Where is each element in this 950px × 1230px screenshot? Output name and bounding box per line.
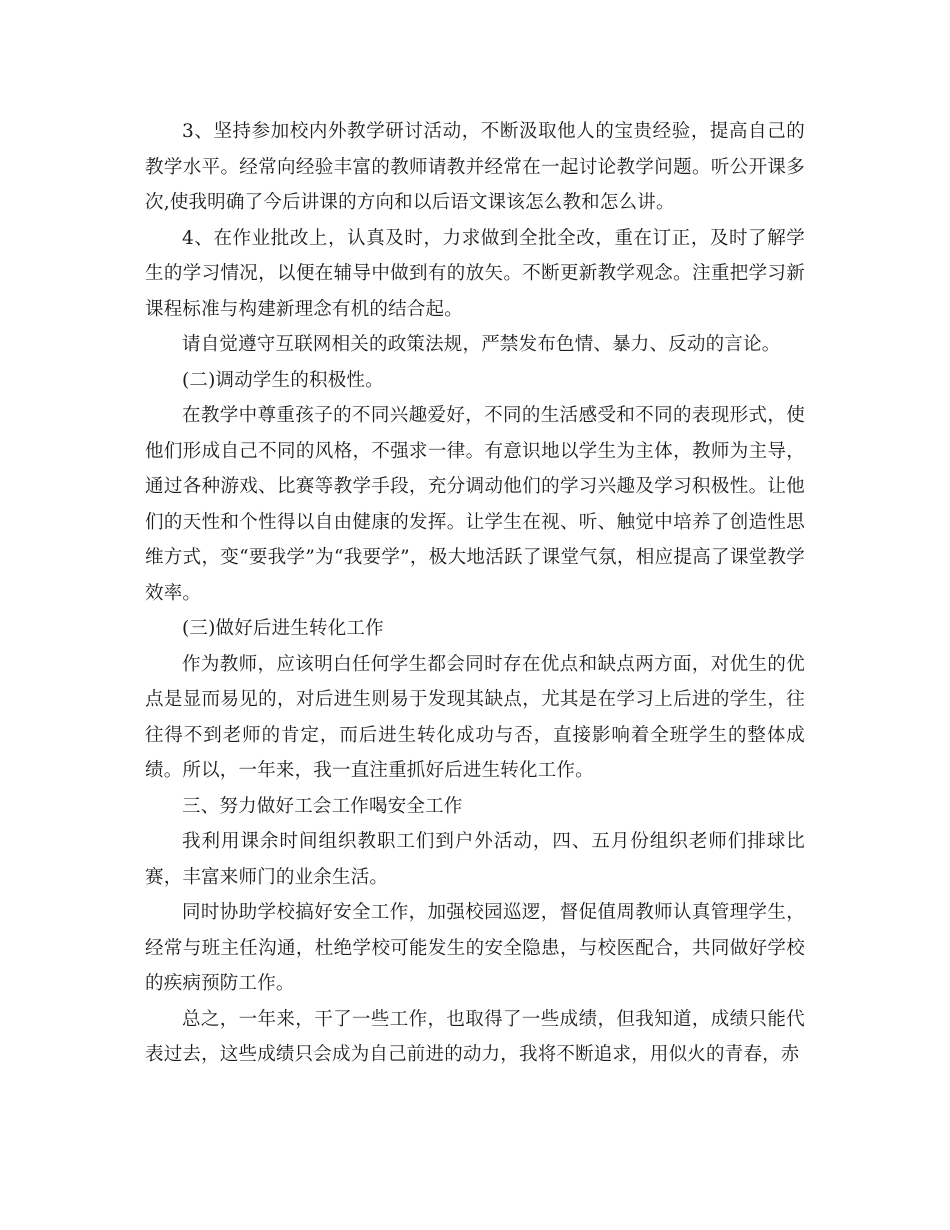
paragraph-teaching-research: 3、坚持参加校内外教学研讨活动，不断汲取他人的宝贵经验，提高自己的教学水平。经常向经验丰富的教师请教并经常在一起讨论教学问题。听公开课多次,使我明确了今后讲课的方向和以后语文课该怎么教和怎么讲。 bbox=[145, 121, 805, 213]
section-heading-motivate-students: (二)调动学生的积极性。 bbox=[182, 369, 384, 391]
paragraph-student-interests: 在教学中尊重孩子的不同兴趣爱好，不同的生活感受和不同的表现形式，使他们形成自己不同的风格，不强求一律。有意识地以学生为主体，教师为主导，通过各种游戏、比赛等教学手段，充分调动他们的学习兴趣及学习积极性。让他们的天性和个性得以自由健康的发挥。让学生在视、听、触觉中培养了创造性思维方式，变“要我学”为“我要学”，极大地活跃了课堂气氛，相应提高了课堂教学效率。 bbox=[145, 405, 805, 604]
paragraph-internet-notice: 请自觉遵守互联网相关的政策法规，严禁发布色情、暴力、反动的言论。 bbox=[182, 334, 781, 355]
paragraph-safety-work: 同时协助学校搞好安全工作，加强校园巡逻，督促值周教师认真管理学生，经常与班主任沟通，杜绝学校可能发生的安全隐患，与校医配合，共同做好学校的疾病预防工作。 bbox=[145, 902, 805, 994]
paragraph-staff-activities: 我利用课余时间组织教职工们到户外活动，四、五月份组织老师们排球比赛，丰富来师门的业余生活。 bbox=[145, 831, 805, 888]
paragraph-underachiever-work: 作为教师，应该明白任何学生都会同时存在优点和缺点两方面，对优生的优点是显而易见的，对后进生则易于发现其缺点，尤其是在学习上后进的学生，往往得不到老师的肯定，而后进生转化成功与否，直接影响着全班学生的整体成绩。所以，一年来，我一直注重抓好后进生转化工作。 bbox=[145, 653, 805, 781]
paragraph-homework-correction: 4、在作业批改上，认真及时，力求做到全批全改，重在订正，及时了解学生的学习情况，以便在辅导中做到有的放矢。不断更新教学观念。注重把学习新课程标准与构建新理念有机的结合起。 bbox=[145, 227, 805, 320]
paragraph-summary: 总之，一年来，干了一些工作，也取得了一些成绩，但我知道，成绩只能代表过去，这些成绩只会成为自己前进的动力，我将不断追求，用似火的青春，赤 bbox=[145, 1008, 805, 1065]
section-heading-underachievers: (三)做好后进生转化工作 bbox=[182, 618, 384, 639]
section-heading-union-safety: 三、努力做好工会工作喝安全工作 bbox=[182, 795, 463, 817]
document-body bbox=[145, 114, 805, 1073]
